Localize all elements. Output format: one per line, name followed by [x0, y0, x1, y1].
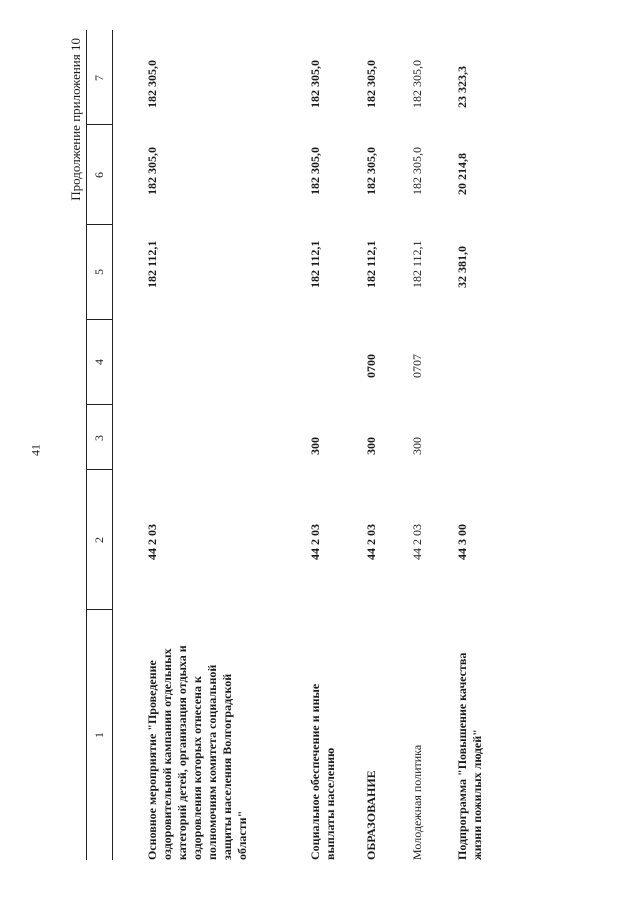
row-2-col7: 182 305,0 [308, 60, 322, 108]
rotated-table-area [50, 30, 500, 860]
row-2-col3: 300 [308, 437, 322, 455]
row-2-code: 44 2 03 [308, 524, 322, 560]
row-2-name: Социальное обеспечение и иные выплаты населению [308, 683, 337, 860]
header-top-rule [86, 30, 87, 860]
column-number-2: 2 [92, 537, 106, 543]
column-divider [86, 124, 112, 125]
row-4-col5: 182 112,1 [410, 240, 424, 288]
row-5-col5: 32 381,0 [455, 246, 469, 288]
row-4-col4: 0707 [410, 354, 424, 378]
row-2-col5: 182 112,1 [308, 240, 322, 288]
column-divider [86, 319, 112, 320]
row-4-col7: 182 305,0 [410, 60, 424, 108]
column-number-1: 1 [92, 732, 106, 738]
column-number-3: 3 [92, 435, 106, 441]
row-3-col4: 0700 [364, 354, 378, 378]
row-3-col3: 300 [364, 437, 378, 455]
continuation-label: Продолжение приложения 10 [68, 38, 83, 201]
row-3-col5: 182 112,1 [364, 240, 378, 288]
row-2-col6: 182 305,0 [308, 147, 322, 195]
row-5-col6: 20 214,8 [455, 153, 469, 195]
column-divider [86, 609, 112, 610]
row-5-code: 44 3 00 [455, 524, 469, 560]
column-number-5: 5 [92, 269, 106, 275]
row-4-col3: 300 [410, 437, 424, 455]
row-5-name: Подпрограмма "Повышение качества жизни пожилых людей" [455, 652, 484, 860]
row-3-name: ОБРАЗОВАНИЕ [364, 770, 378, 860]
row-1-col5: 182 112,1 [145, 240, 159, 288]
row-4-name: Молодежная политика [410, 744, 424, 860]
row-4-col6: 182 305,0 [410, 147, 424, 195]
row-4-code: 44 2 03 [410, 524, 424, 560]
row-1-code: 44 2 03 [145, 524, 159, 560]
row-3-col7: 182 305,0 [364, 60, 378, 108]
row-5-col7: 23 323,3 [455, 66, 469, 108]
column-divider [86, 224, 112, 225]
column-divider [86, 404, 112, 405]
page-number: 41 [28, 444, 43, 456]
row-3-code: 44 2 03 [364, 524, 378, 560]
row-3-col6: 182 305,0 [364, 147, 378, 195]
row-1-col7: 182 305,0 [145, 60, 159, 108]
column-number-6: 6 [92, 172, 106, 178]
header-bottom-rule [112, 30, 113, 860]
column-number-4: 4 [92, 359, 106, 365]
column-number-7: 7 [92, 75, 106, 81]
column-divider [86, 469, 112, 470]
row-1-col6: 182 305,0 [145, 147, 159, 195]
row-1-name: Основное мероприятие "Проведение оздоровительной кампании отдельных категорий детей, организация отдыха и оздоровления которых отнесена к полномочиям комитета социальной защиты населения Волгоградской области" [145, 645, 249, 860]
